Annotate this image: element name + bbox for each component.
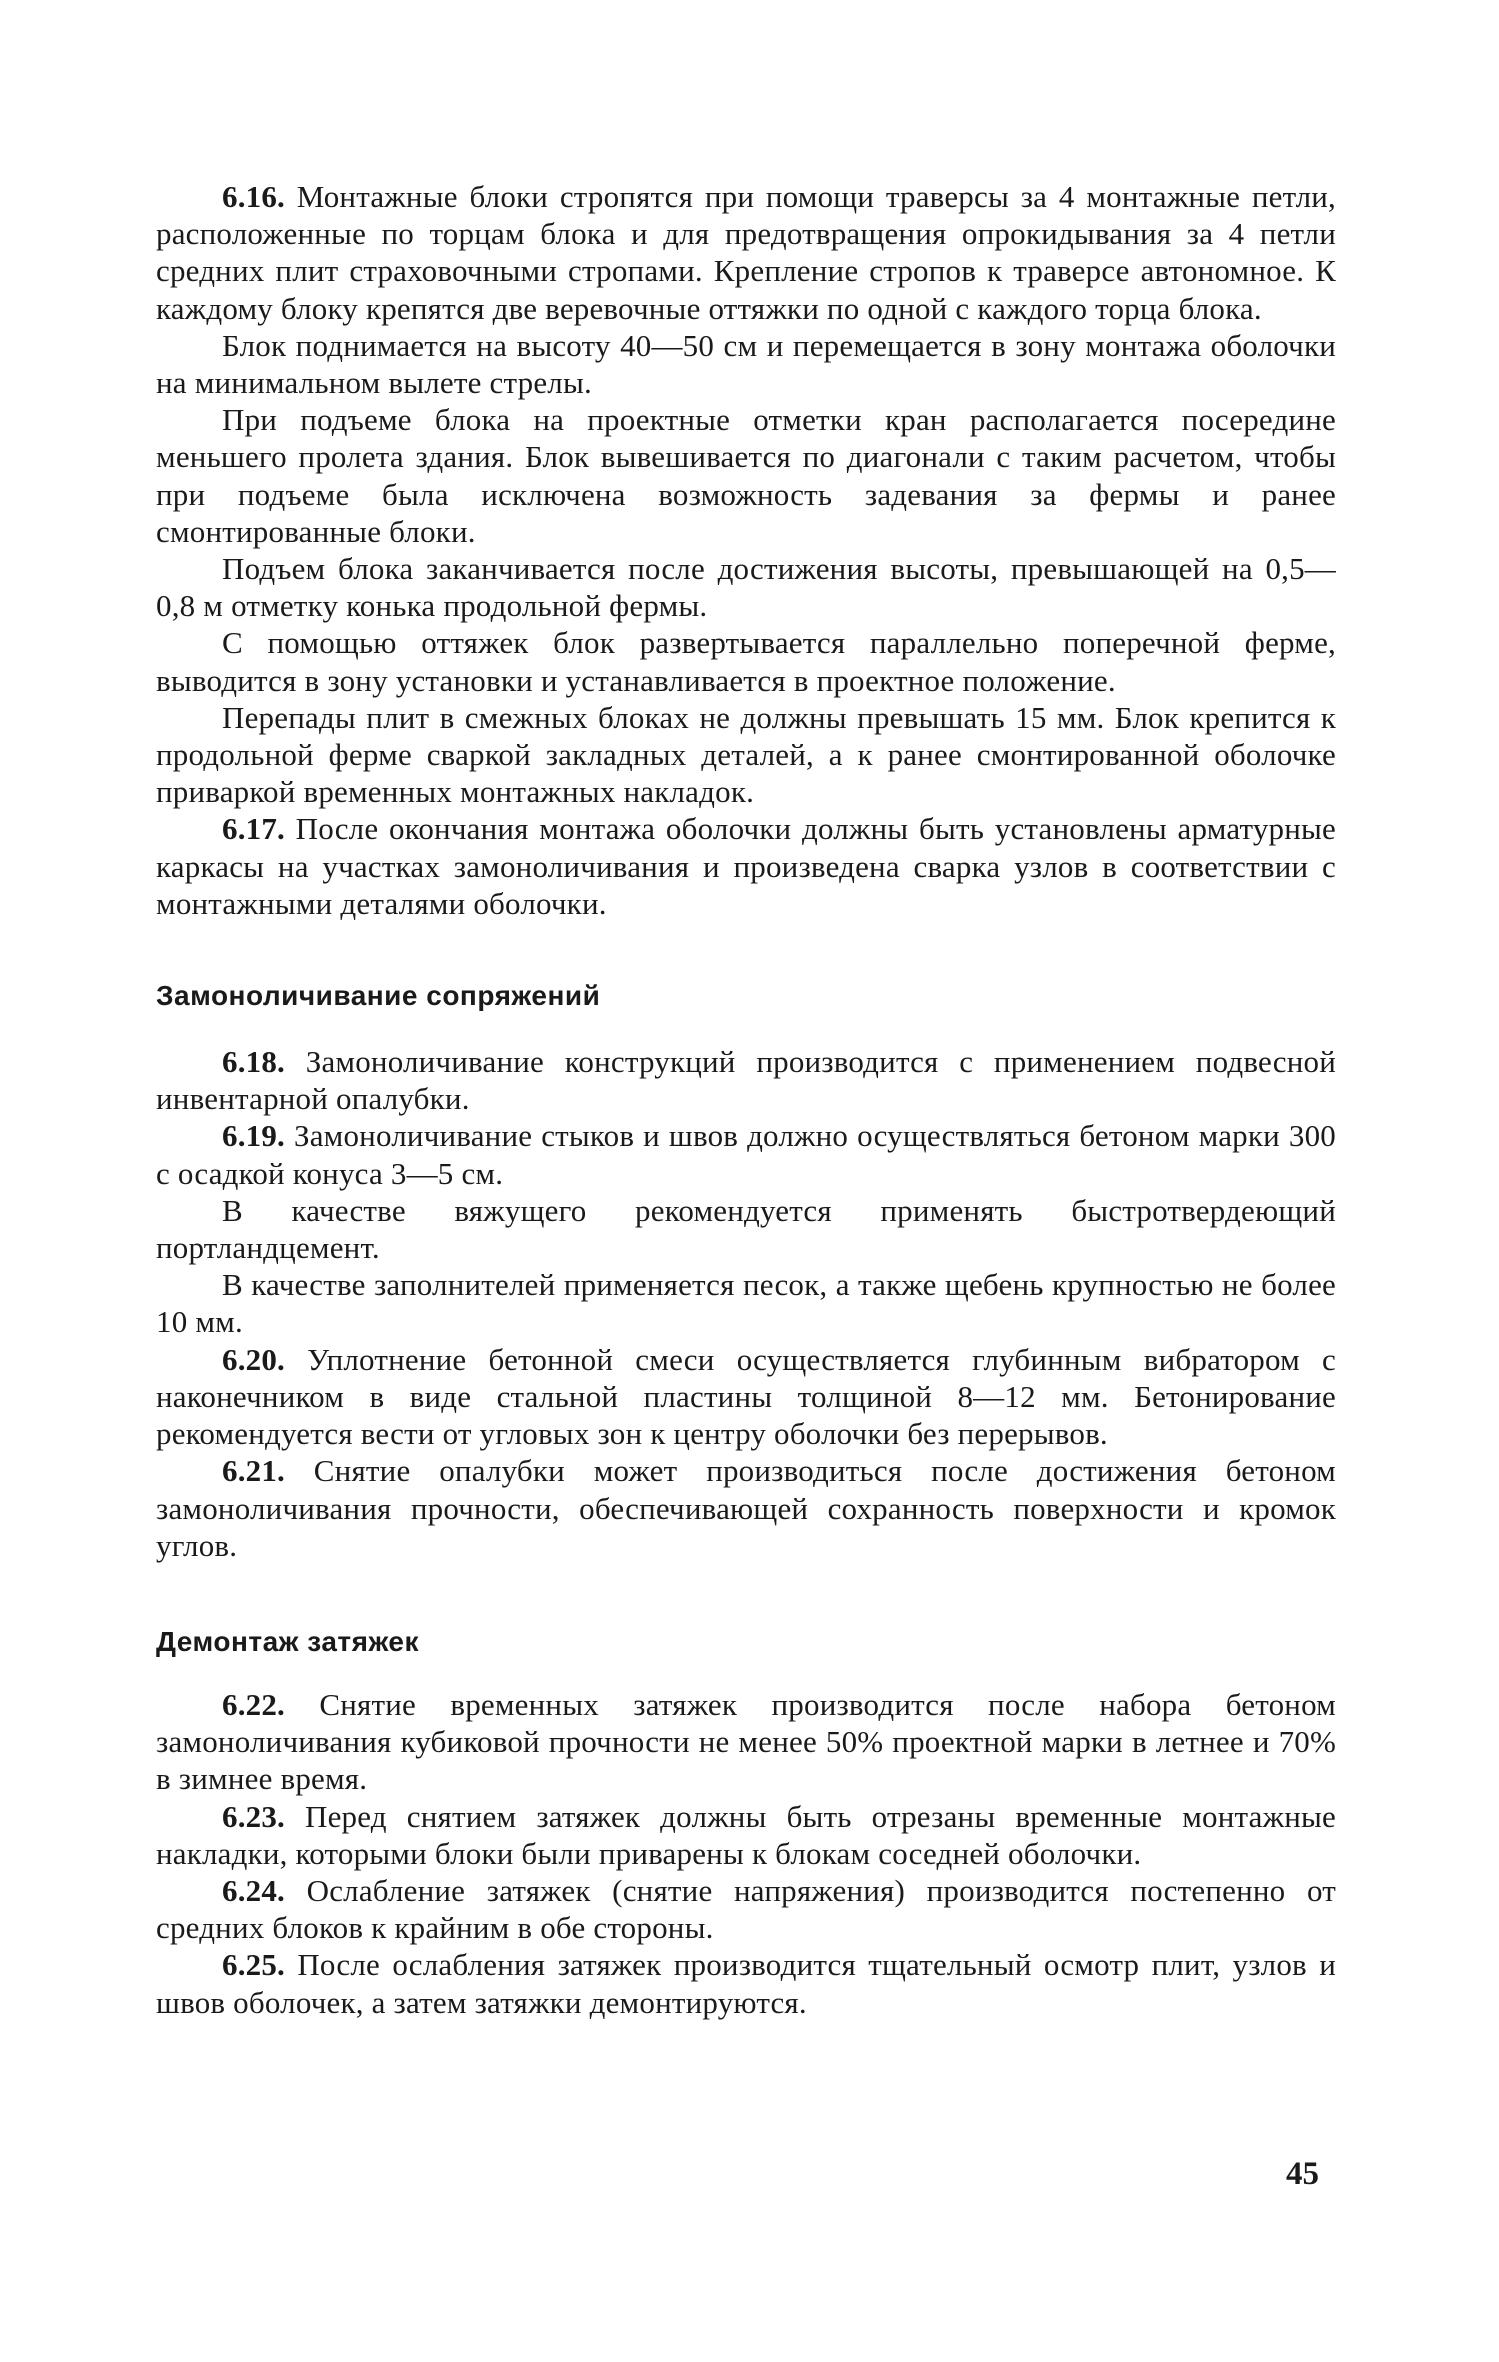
paragraph-6-21 [156, 1452, 1336, 1564]
paragraph-text: После ослабления затяжек производится тщательный осмотр плит, узлов и швов оболочек, а затем затяжки демонтируются. [156, 1947, 1336, 2020]
section-demontazh [156, 1686, 1336, 2021]
paragraph-text: Замоноличивание конструкций производится с применением подвесной инвентарной опалубки. [156, 1044, 1336, 1117]
clause-number: 6.17. [222, 811, 285, 847]
paragraph [156, 1192, 1336, 1266]
section-zamonolichivanie [156, 1043, 1336, 1564]
paragraph-text: Уплотнение бетонной смеси осуществляется глубинным вибратором с наконечником в виде стальной пластины толщиной 8—12 мм. Бетонирование рекомендуется вести от угловых зон к центру оболочки без перерывов. [156, 1341, 1336, 1452]
paragraph [156, 1266, 1336, 1340]
paragraph-6-25 [156, 1946, 1336, 2020]
paragraph-text: Блок поднимается на высоту 40—50 см и перемещается в зону монтажа оболочки на минимальном вылете стрелы. [156, 327, 1336, 401]
paragraph-6-20 [156, 1341, 1336, 1453]
clause-number: 6.25. [222, 1947, 285, 1983]
clause-number: 6.22. [222, 1686, 285, 1722]
paragraph [156, 327, 1336, 401]
paragraph-text: С помощью оттяжек блок развертывается параллельно поперечной ферме, выводится в зону установки и устанавливается в проектное положение. [156, 625, 1336, 698]
paragraph [156, 401, 1336, 550]
paragraph [156, 699, 1336, 811]
paragraph-6-18 [156, 1043, 1336, 1117]
clause-number: 6.23. [222, 1798, 285, 1834]
clause-number: 6.18. [222, 1044, 285, 1080]
paragraph [156, 624, 1336, 698]
paragraph-text: В качестве заполнителей применяется песок, а также щебень крупностью не более 10 мм. [156, 1267, 1336, 1340]
section-heading: Замоноличивание сопряжений [156, 980, 601, 1012]
paragraph-text: При подъеме блока на проектные отметки кран располагается посередине меньшего пролета здания. Блок вывешивается по диагонали с таким расчетом, чтобы при подъеме была исключена возможность задевания за фермы и ранее смонтированные блоки. [156, 402, 1336, 549]
paragraph-6-17 [156, 810, 1336, 922]
paragraph-text: В качестве вяжущего рекомендуется применять быстротвердеющий портландцемент. [156, 1192, 1336, 1266]
clause-number: 6.19. [222, 1118, 285, 1154]
paragraph-text: Подъем блока заканчивается после достижения высоты, превышающей на 0,5—0,8 м отметку конька продольной фермы. [156, 551, 1336, 624]
clause-number: 6.20. [222, 1341, 285, 1377]
clause-number: 6.16. [222, 179, 285, 214]
page-number: 45 [1286, 2156, 1319, 2192]
paragraph-6-19 [156, 1117, 1336, 1191]
paragraph-6-16 [156, 178, 1336, 327]
paragraph-text: Ослабление затяжек (снятие напряжения) производится постепенно от средних блоков к крайним в обе стороны. [156, 1872, 1336, 1946]
paragraph-6-22 [156, 1686, 1336, 1798]
paragraph-text: Монтажные блоки стропятся при помощи траверсы за 4 монтажные петли, расположенные по торцам блока и для предотвращения опрокидывания за 4 петли средних плит страховочными стропами. Крепление стропов к траверсе автономное. К каждому блоку крепятся две веревочные оттяжки по одной с каждого торца блока. [156, 179, 1336, 326]
paragraph-6-24 [156, 1872, 1336, 1946]
paragraph-text: Перепады плит в смежных блоках не должны превышать 15 мм. Блок крепится к продольной ферме сваркой закладных деталей, а к ранее смонтированной оболочке приваркой временных монтажных накладок. [156, 699, 1336, 810]
clause-number: 6.21. [222, 1453, 285, 1489]
paragraph-text: Перед снятием затяжек должны быть отрезаны временные монтажные накладки, которыми блоки были приварены к блокам соседней оболочки. [156, 1798, 1336, 1871]
document-page [156, 178, 1336, 2021]
paragraph-text: Замоноличивание стыков и швов должно осуществляться бетоном марки 300 с осадкой конуса 3—5 см. [156, 1118, 1336, 1191]
paragraph-text: После окончания монтажа оболочки должны быть установлены арматурные каркасы на участках замоноличивания и произведена сварка узлов в соответствии с монтажными деталями оболочки. [156, 811, 1336, 921]
paragraph-text: Снятие опалубки может производиться после достижения бетоном замоноличивания прочности, обеспечивающей сохранность поверхности и кромок углов. [156, 1453, 1336, 1563]
section-montazh [156, 178, 1336, 922]
clause-number: 6.24. [222, 1872, 285, 1908]
section-heading: Демонтаж затяжек [156, 1625, 420, 1657]
paragraph-text: Снятие временных затяжек производится после набора бетоном замоноличивания кубиковой прочности не менее 50% проектной марки в летнее и 70% в зимнее время. [156, 1686, 1336, 1797]
paragraph [156, 550, 1336, 624]
paragraph-6-23 [156, 1798, 1336, 1872]
